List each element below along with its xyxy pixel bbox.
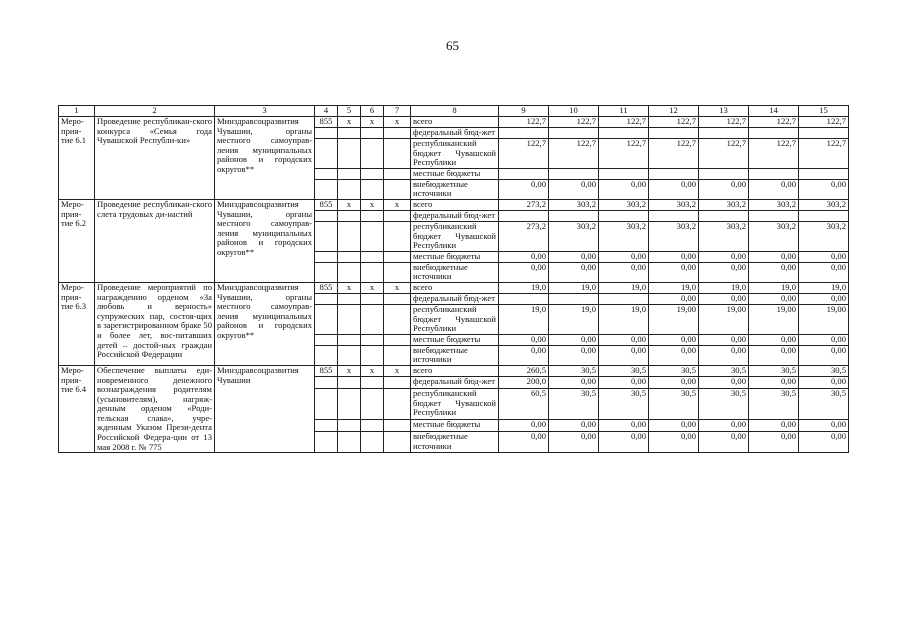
value-cell: 30,5	[649, 389, 699, 420]
value-cell	[549, 168, 599, 179]
code-cell: х	[361, 365, 384, 377]
value-cell: 0,00	[649, 334, 699, 345]
empty-cell	[384, 210, 411, 221]
funding-source: внебюджетные источники	[411, 431, 499, 452]
value-cell: 0,00	[599, 179, 649, 199]
measure-name: Проведение мероприятий по награждению орденом «За любовь и верность» супружеских пар, состоя-щих в зарегистрированном браке 50 и более лет, вос-питавших детей – достой-ных граждан Российской Федерации	[95, 282, 215, 365]
table-row	[59, 199, 849, 210]
value-cell: 0,00	[799, 377, 849, 389]
empty-cell	[315, 304, 338, 334]
value-cell	[599, 210, 649, 221]
value-cell	[649, 210, 699, 221]
header-row	[59, 106, 849, 117]
code-cell: х	[384, 365, 411, 377]
measure-executor: Минздравсоцразвития Чувашии, органы местного самоуправ-ления муниципальных районов и городских округов**	[215, 117, 315, 200]
value-cell: 0,00	[499, 179, 549, 199]
code-cell: х	[338, 117, 361, 128]
empty-cell	[384, 128, 411, 139]
value-cell: 0,00	[749, 179, 799, 199]
value-cell: 30,5	[549, 365, 599, 377]
value-cell: 273,2	[499, 199, 549, 210]
empty-cell	[315, 377, 338, 389]
value-cell: 60,5	[499, 389, 549, 420]
value-cell: 0,00	[699, 251, 749, 262]
value-cell: 30,5	[749, 389, 799, 420]
value-cell: 30,5	[699, 365, 749, 377]
header-cell: 5	[338, 106, 361, 117]
value-cell	[699, 168, 749, 179]
budget-table	[58, 105, 849, 453]
header-cell: 3	[215, 106, 315, 117]
value-cell: 303,2	[649, 199, 699, 210]
empty-cell	[338, 179, 361, 199]
value-cell: 0,00	[549, 179, 599, 199]
empty-cell	[315, 420, 338, 432]
funding-source: местные бюджеты	[411, 168, 499, 179]
value-cell	[799, 168, 849, 179]
value-cell: 19,00	[799, 304, 849, 334]
empty-cell	[315, 389, 338, 420]
value-cell: 0,00	[649, 420, 699, 432]
code-cell: х	[361, 199, 384, 210]
page-number: 65	[446, 38, 459, 53]
header-cell: 12	[649, 106, 699, 117]
value-cell: 303,2	[699, 199, 749, 210]
value-cell: 0,00	[549, 334, 599, 345]
value-cell: 30,5	[699, 389, 749, 420]
empty-cell	[315, 251, 338, 262]
empty-cell	[384, 262, 411, 282]
value-cell: 0,00	[749, 334, 799, 345]
header-cell: 14	[749, 106, 799, 117]
empty-cell	[384, 345, 411, 365]
value-cell: 0,00	[749, 431, 799, 452]
value-cell	[599, 128, 649, 139]
value-cell: 19,0	[799, 282, 849, 293]
funding-source: всего	[411, 365, 499, 377]
value-cell: 19,0	[649, 282, 699, 293]
funding-source: республиканский бюджет Чувашской Республики	[411, 304, 499, 334]
value-cell: 303,2	[549, 221, 599, 251]
header-cell: 1	[59, 106, 95, 117]
value-cell: 122,7	[549, 139, 599, 169]
code-cell: х	[361, 282, 384, 293]
value-cell: 122,7	[799, 117, 849, 128]
value-cell: 122,7	[699, 139, 749, 169]
code-cell: 855	[315, 282, 338, 293]
value-cell: 30,5	[549, 389, 599, 420]
value-cell: 0,00	[749, 251, 799, 262]
funding-source: федеральный бюд-жет	[411, 128, 499, 139]
value-cell: 0,00	[799, 262, 849, 282]
empty-cell	[384, 377, 411, 389]
value-cell: 0,00	[799, 179, 849, 199]
empty-cell	[315, 221, 338, 251]
value-cell: 0,00	[599, 262, 649, 282]
empty-cell	[338, 262, 361, 282]
value-cell: 0,00	[699, 377, 749, 389]
funding-source: всего	[411, 282, 499, 293]
value-cell	[749, 210, 799, 221]
empty-cell	[338, 168, 361, 179]
empty-cell	[361, 334, 384, 345]
value-cell: 19,00	[649, 304, 699, 334]
value-cell: 0,00	[799, 431, 849, 452]
value-cell: 0,00	[599, 431, 649, 452]
value-cell: 303,2	[749, 199, 799, 210]
code-cell: 855	[315, 365, 338, 377]
value-cell: 0,00	[749, 293, 799, 304]
value-cell: 0,00	[549, 251, 599, 262]
table-body	[59, 106, 849, 453]
value-cell: 0,00	[499, 251, 549, 262]
value-cell: 30,5	[599, 365, 649, 377]
empty-cell	[315, 262, 338, 282]
value-cell: 122,7	[549, 117, 599, 128]
header-cell: 2	[95, 106, 215, 117]
measure-name: Проведение республикан-ского конкурса «Семья года Чувашской Республи-ки»	[95, 117, 215, 200]
value-cell	[749, 128, 799, 139]
value-cell: 122,7	[599, 139, 649, 169]
value-cell: 122,7	[649, 117, 699, 128]
value-cell: 0,00	[799, 420, 849, 432]
value-cell: 0,00	[649, 179, 699, 199]
empty-cell	[384, 304, 411, 334]
empty-cell	[338, 420, 361, 432]
funding-source: местные бюджеты	[411, 334, 499, 345]
empty-cell	[338, 251, 361, 262]
table-row	[59, 365, 849, 377]
value-cell	[649, 128, 699, 139]
value-cell: 303,2	[699, 221, 749, 251]
value-cell: 0,00	[799, 345, 849, 365]
measure-id: Меро- прия- тие 6.2	[59, 199, 95, 282]
measure-id: Меро- прия- тие 6.1	[59, 117, 95, 200]
empty-cell	[315, 431, 338, 452]
table-row	[59, 117, 849, 128]
value-cell: 0,00	[649, 293, 699, 304]
value-cell: 19,00	[749, 304, 799, 334]
value-cell: 0,00	[699, 431, 749, 452]
funding-source: республиканский бюджет Чувашской Республики	[411, 139, 499, 169]
value-cell: 19,0	[699, 282, 749, 293]
value-cell: 122,7	[499, 139, 549, 169]
code-cell: х	[384, 282, 411, 293]
header-cell: 7	[384, 106, 411, 117]
value-cell: 0,00	[549, 431, 599, 452]
empty-cell	[315, 345, 338, 365]
empty-cell	[338, 210, 361, 221]
value-cell: 122,7	[749, 139, 799, 169]
value-cell: 19,00	[699, 304, 749, 334]
code-cell: х	[338, 282, 361, 293]
empty-cell	[361, 345, 384, 365]
value-cell	[499, 128, 549, 139]
empty-cell	[338, 377, 361, 389]
value-cell: 0,00	[749, 345, 799, 365]
empty-cell	[361, 293, 384, 304]
empty-cell	[384, 431, 411, 452]
value-cell: 122,7	[749, 117, 799, 128]
value-cell: 19,0	[499, 304, 549, 334]
empty-cell	[315, 128, 338, 139]
funding-source: внебюджетные источники	[411, 262, 499, 282]
value-cell	[599, 293, 649, 304]
value-cell: 273,2	[499, 221, 549, 251]
code-cell: 855	[315, 117, 338, 128]
value-cell	[649, 168, 699, 179]
value-cell: 303,2	[649, 221, 699, 251]
value-cell: 0,00	[599, 345, 649, 365]
empty-cell	[338, 334, 361, 345]
empty-cell	[315, 334, 338, 345]
empty-cell	[361, 420, 384, 432]
code-cell: х	[338, 365, 361, 377]
empty-cell	[384, 168, 411, 179]
header-cell: 15	[799, 106, 849, 117]
empty-cell	[384, 293, 411, 304]
value-cell: 0,00	[649, 431, 699, 452]
value-cell	[749, 168, 799, 179]
empty-cell	[315, 139, 338, 169]
empty-cell	[384, 420, 411, 432]
code-cell: х	[384, 117, 411, 128]
empty-cell	[338, 293, 361, 304]
value-cell: 0,00	[649, 251, 699, 262]
measure-name: Обеспечение выплаты еди-новременного денежного вознаграждения родителям (усыновителям), нагряж-денным орденом «Роди-тельская слава», учре-жденным Указом Прези-дента Российской Федера-ции от 13 мая 2008 г. № 775	[95, 365, 215, 452]
empty-cell	[338, 431, 361, 452]
value-cell	[499, 210, 549, 221]
funding-source: всего	[411, 199, 499, 210]
empty-cell	[338, 221, 361, 251]
value-cell	[699, 210, 749, 221]
value-cell: 30,5	[749, 365, 799, 377]
measure-id: Меро- прия- тие 6.4	[59, 365, 95, 452]
value-cell: 0,00	[499, 345, 549, 365]
value-cell: 122,7	[499, 117, 549, 128]
code-cell: х	[338, 199, 361, 210]
funding-source: всего	[411, 117, 499, 128]
funding-source: республиканский бюджет Чувашской Республики	[411, 389, 499, 420]
value-cell: 0,00	[699, 262, 749, 282]
value-cell: 260,5	[499, 365, 549, 377]
measure-name: Проведение республикан-ского слета трудовых ди-настий	[95, 199, 215, 282]
empty-cell	[361, 251, 384, 262]
value-cell: 303,2	[549, 199, 599, 210]
empty-cell	[384, 251, 411, 262]
value-cell: 122,7	[599, 117, 649, 128]
empty-cell	[384, 334, 411, 345]
empty-cell	[384, 179, 411, 199]
funding-source: местные бюджеты	[411, 420, 499, 432]
header-cell: 8	[411, 106, 499, 117]
value-cell: 0,00	[649, 377, 699, 389]
funding-source: федеральный бюд-жет	[411, 377, 499, 389]
header-cell: 10	[549, 106, 599, 117]
header-cell: 11	[599, 106, 649, 117]
value-cell: 122,7	[649, 139, 699, 169]
funding-source: федеральный бюд-жет	[411, 210, 499, 221]
value-cell: 0,00	[599, 251, 649, 262]
empty-cell	[361, 221, 384, 251]
empty-cell	[384, 221, 411, 251]
empty-cell	[384, 389, 411, 420]
value-cell	[499, 293, 549, 304]
value-cell: 0,00	[699, 334, 749, 345]
value-cell	[699, 128, 749, 139]
value-cell: 0,00	[549, 420, 599, 432]
value-cell: 0,00	[599, 420, 649, 432]
empty-cell	[361, 377, 384, 389]
value-cell: 0,00	[749, 377, 799, 389]
empty-cell	[338, 139, 361, 169]
value-cell: 0,00	[699, 420, 749, 432]
measure-executor: Минздравсоцразвития Чувашии, органы местного самоуправ-ления муниципальных районов и городских округов**	[215, 199, 315, 282]
value-cell: 0,00	[499, 431, 549, 452]
value-cell	[549, 210, 599, 221]
value-cell: 0,00	[549, 377, 599, 389]
value-cell: 0,00	[499, 334, 549, 345]
empty-cell	[315, 168, 338, 179]
value-cell: 0,00	[749, 420, 799, 432]
empty-cell	[361, 210, 384, 221]
value-cell: 19,0	[749, 282, 799, 293]
value-cell: 19,0	[549, 304, 599, 334]
value-cell: 0,00	[599, 377, 649, 389]
table-row	[59, 282, 849, 293]
value-cell: 19,0	[599, 304, 649, 334]
value-cell: 303,2	[799, 221, 849, 251]
value-cell	[799, 128, 849, 139]
header-cell: 9	[499, 106, 549, 117]
empty-cell	[338, 389, 361, 420]
value-cell: 303,2	[599, 199, 649, 210]
funding-source: республиканский бюджет Чувашской Республики	[411, 221, 499, 251]
value-cell: 30,5	[799, 389, 849, 420]
empty-cell	[361, 179, 384, 199]
empty-cell	[338, 304, 361, 334]
value-cell: 0,00	[749, 262, 799, 282]
value-cell: 303,2	[749, 221, 799, 251]
value-cell: 19,0	[549, 282, 599, 293]
funding-source: федеральный бюд-жет	[411, 293, 499, 304]
value-cell: 0,00	[649, 345, 699, 365]
value-cell: 0,00	[699, 179, 749, 199]
empty-cell	[361, 262, 384, 282]
value-cell: 30,5	[799, 365, 849, 377]
funding-source: местные бюджеты	[411, 251, 499, 262]
empty-cell	[315, 293, 338, 304]
measure-executor: Минздравсоцразвития Чувашии	[215, 365, 315, 452]
measure-executor: Минздравсоцразвития Чувашии, органы местного самоуправ-ления муниципальных районов и городских округов**	[215, 282, 315, 365]
code-cell: х	[361, 117, 384, 128]
value-cell	[499, 168, 549, 179]
empty-cell	[361, 389, 384, 420]
value-cell: 30,5	[599, 389, 649, 420]
value-cell: 0,00	[499, 420, 549, 432]
empty-cell	[338, 128, 361, 139]
value-cell: 0,00	[549, 345, 599, 365]
value-cell: 0,00	[799, 334, 849, 345]
header-cell: 4	[315, 106, 338, 117]
measure-id: Меро- прия- тие 6.3	[59, 282, 95, 365]
header-cell: 13	[699, 106, 749, 117]
value-cell	[599, 168, 649, 179]
value-cell	[549, 293, 599, 304]
funding-source: внебюджетные источники	[411, 179, 499, 199]
empty-cell	[361, 139, 384, 169]
empty-cell	[338, 345, 361, 365]
value-cell: 303,2	[599, 221, 649, 251]
value-cell: 0,00	[799, 251, 849, 262]
value-cell: 19,0	[499, 282, 549, 293]
empty-cell	[361, 431, 384, 452]
empty-cell	[361, 168, 384, 179]
empty-cell	[361, 128, 384, 139]
value-cell: 0,00	[649, 262, 699, 282]
empty-cell	[361, 304, 384, 334]
value-cell: 0,00	[549, 262, 599, 282]
empty-cell	[384, 139, 411, 169]
value-cell: 0,00	[599, 334, 649, 345]
value-cell: 122,7	[799, 139, 849, 169]
header-cell: 6	[361, 106, 384, 117]
value-cell: 122,7	[699, 117, 749, 128]
code-cell: 855	[315, 199, 338, 210]
funding-source: внебюджетные источники	[411, 345, 499, 365]
empty-cell	[315, 210, 338, 221]
value-cell: 19,0	[599, 282, 649, 293]
code-cell: х	[384, 199, 411, 210]
value-cell: 0,00	[499, 262, 549, 282]
value-cell: 30,5	[649, 365, 699, 377]
value-cell: 0,00	[799, 293, 849, 304]
value-cell: 0,00	[699, 345, 749, 365]
value-cell	[549, 128, 599, 139]
value-cell: 0,00	[699, 293, 749, 304]
empty-cell	[315, 179, 338, 199]
value-cell: 303,2	[799, 199, 849, 210]
value-cell: 200,0	[499, 377, 549, 389]
value-cell	[799, 210, 849, 221]
